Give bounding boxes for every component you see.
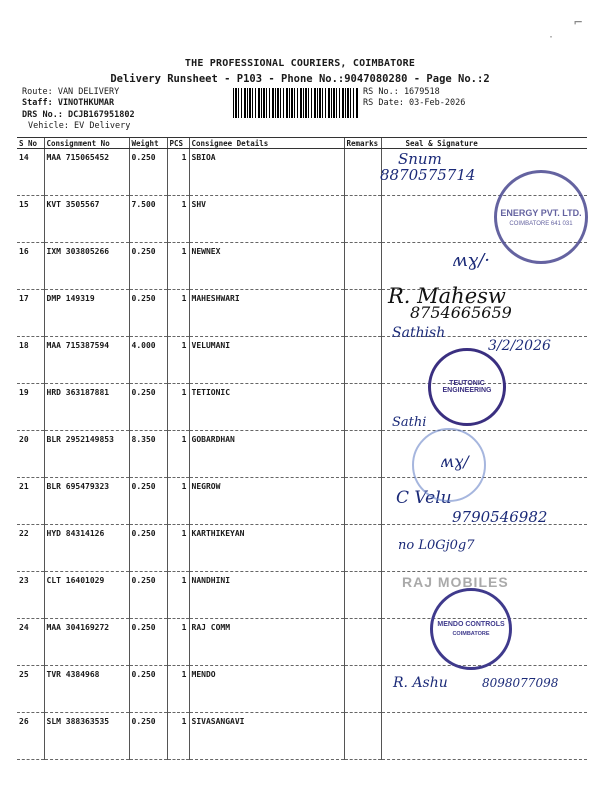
cell-remarks: [344, 384, 381, 431]
cell-consignment: CLT 16401029: [44, 572, 129, 619]
cell-sno: 19: [17, 384, 44, 431]
energy-stamp: [494, 170, 588, 264]
cell-weight: 0.250: [129, 290, 167, 337]
cell-sno: 21: [17, 478, 44, 525]
cell-consignee: RAJ COMM: [189, 619, 344, 666]
cell-weight: 0.250: [129, 478, 167, 525]
col-consignment: Consignment No: [44, 138, 129, 149]
signature-20: Sathi: [392, 415, 427, 430]
faint-blue-stamp: [412, 428, 486, 502]
stamp-energy-text: ENERGY PVT. LTD.: [500, 207, 582, 218]
table-row: [17, 149, 587, 196]
cell-consignee: VELUMANI: [189, 337, 344, 384]
col-pcs: PCS: [167, 138, 189, 149]
cell-remarks: [344, 337, 381, 384]
cell-remarks: [344, 149, 381, 196]
cell-consignment: MAA 304169272: [44, 619, 129, 666]
cell-consignment: HRD 363187881: [44, 384, 129, 431]
signature-18-date: 3/2/2026: [488, 338, 551, 354]
cell-weight: 0.250: [129, 713, 167, 760]
cell-pcs: 1: [167, 525, 189, 572]
cell-remarks: [344, 431, 381, 478]
cell-weight: 8.350: [129, 431, 167, 478]
cell-sno: 15: [17, 196, 44, 243]
cell-pcs: 1: [167, 149, 189, 196]
signature-18: Sathish: [392, 325, 446, 341]
cell-pcs: 1: [167, 243, 189, 290]
corner-mark-icon: ⌐: [574, 15, 583, 31]
route-label: Route: VAN DELIVERY: [22, 87, 120, 97]
table-row: [17, 713, 587, 760]
cell-weight: 7.500: [129, 196, 167, 243]
cell-remarks: [344, 525, 381, 572]
cell-pcs: 1: [167, 290, 189, 337]
table-row: [17, 243, 587, 290]
cell-pcs: 1: [167, 337, 189, 384]
cell-sno: 26: [17, 713, 44, 760]
cell-sno: 24: [17, 619, 44, 666]
cell-weight: 0.250: [129, 149, 167, 196]
cell-consignment: DMP 149319: [44, 290, 129, 337]
cell-consignee: NEWNEX: [189, 243, 344, 290]
staff-label: Staff: VINOTHKUMAR: [22, 98, 115, 108]
vehicle-label: Vehicle: EV Delivery: [28, 121, 131, 131]
barcode: [233, 88, 359, 118]
stamp-teutonic-text: TEUTONIC ENGINEERING: [442, 380, 492, 394]
cell-consignment: MAA 715065452: [44, 149, 129, 196]
cell-sno: 23: [17, 572, 44, 619]
signature-23: no L0Gj0g7: [398, 538, 475, 553]
cell-consignment: KVT 3505567: [44, 196, 129, 243]
signature-16: ʍɣ/·: [452, 250, 490, 271]
cell-remarks: [344, 243, 381, 290]
col-sno: S No: [17, 138, 44, 149]
drs-number: DRS No.: DCJB167951802: [22, 110, 135, 120]
signature-26: R. Ashu: [393, 675, 448, 691]
table-row: [17, 431, 587, 478]
cell-consignee: SIVASANGAVI: [189, 713, 344, 760]
teutonic-stamp: [428, 348, 506, 426]
cell-weight: 4.000: [129, 337, 167, 384]
cell-remarks: [344, 196, 381, 243]
cell-weight: 0.250: [129, 384, 167, 431]
col-weight: Weight: [129, 138, 167, 149]
mendo-stamp: [430, 588, 512, 670]
cell-consignment: TVR 4384968: [44, 666, 129, 713]
cell-sno: 22: [17, 525, 44, 572]
signature-14-phone: 8870575714: [380, 166, 476, 184]
cell-remarks: [344, 290, 381, 337]
cell-pcs: 1: [167, 384, 189, 431]
signature-26-phone: 8098077098: [482, 676, 559, 690]
rs-number: RS No.: 1679518: [363, 87, 440, 97]
stamp-mendo-text: MENDO CONTROLS: [437, 621, 505, 628]
cell-consignee: KARTHIKEYAN: [189, 525, 344, 572]
cell-seal-signature: [381, 713, 587, 760]
cell-consignee: GOBARDHAN: [189, 431, 344, 478]
cell-remarks: [344, 572, 381, 619]
company-title: THE PROFESSIONAL COURIERS, COIMBATORE: [184, 58, 416, 69]
cell-consignee: NEGROW: [189, 478, 344, 525]
signature-14: Snum: [398, 150, 442, 168]
cell-sno: 14: [17, 149, 44, 196]
col-consignee: Consignee Details: [189, 138, 344, 149]
cell-remarks: [344, 478, 381, 525]
cell-weight: 0.250: [129, 666, 167, 713]
cell-pcs: 1: [167, 478, 189, 525]
cell-weight: 0.250: [129, 619, 167, 666]
cell-pcs: 1: [167, 196, 189, 243]
col-seal-signature: Seal & Signature: [381, 138, 587, 149]
corner-mark-icon: ·: [548, 32, 555, 43]
cell-weight: 0.250: [129, 243, 167, 290]
cell-pcs: 1: [167, 431, 189, 478]
cell-sno: 16: [17, 243, 44, 290]
cell-pcs: 1: [167, 619, 189, 666]
signature-17: R. Mahesw: [388, 284, 506, 308]
signature-17-phone: 8754665659: [410, 303, 512, 322]
signature-22: C Velu: [396, 488, 452, 508]
cell-weight: 0.250: [129, 572, 167, 619]
table-header-row: [17, 138, 587, 149]
stamp-mendo-inner: COIMBATORE: [452, 631, 490, 637]
table-row: [17, 525, 587, 572]
cell-sno: 17: [17, 290, 44, 337]
cell-consignee: MAHESHWARI: [189, 290, 344, 337]
cell-consignee: MENDO: [189, 666, 344, 713]
cell-pcs: 1: [167, 666, 189, 713]
signature-21: ʍɣ/: [440, 452, 469, 471]
stamp-energy-inner: COIMBATORE 641 031: [509, 220, 573, 227]
cell-sno: 20: [17, 431, 44, 478]
cell-consignment: BLR 695479323: [44, 478, 129, 525]
cell-consignee: SBIOA: [189, 149, 344, 196]
runsheet-subtitle: Delivery Runsheet - P103 - Phone No.:9047080280 - Page No.:2: [110, 73, 490, 85]
cell-remarks: [344, 666, 381, 713]
cell-weight: 0.250: [129, 525, 167, 572]
cell-consignment: SLM 388363535: [44, 713, 129, 760]
cell-consignee: NANDHINI: [189, 572, 344, 619]
cell-consignment: MAA 715387594: [44, 337, 129, 384]
signature-22-phone: 9790546982: [452, 508, 548, 526]
cell-consignee: TETIONIC: [189, 384, 344, 431]
cell-sno: 25: [17, 666, 44, 713]
rs-date: RS Date: 03-Feb-2026: [363, 98, 466, 108]
cell-pcs: 1: [167, 713, 189, 760]
cell-remarks: [344, 619, 381, 666]
cell-consignee: SHV: [189, 196, 344, 243]
cell-consignment: IXM 303805266: [44, 243, 129, 290]
cell-pcs: 1: [167, 572, 189, 619]
cell-consignment: BLR 2952149853: [44, 431, 129, 478]
col-remarks: Remarks: [344, 138, 381, 149]
stamp-raj-mobiles: RAJ MOBILES: [402, 574, 509, 590]
cell-consignment: HYD 84314126: [44, 525, 129, 572]
cell-remarks: [344, 713, 381, 760]
cell-sno: 18: [17, 337, 44, 384]
